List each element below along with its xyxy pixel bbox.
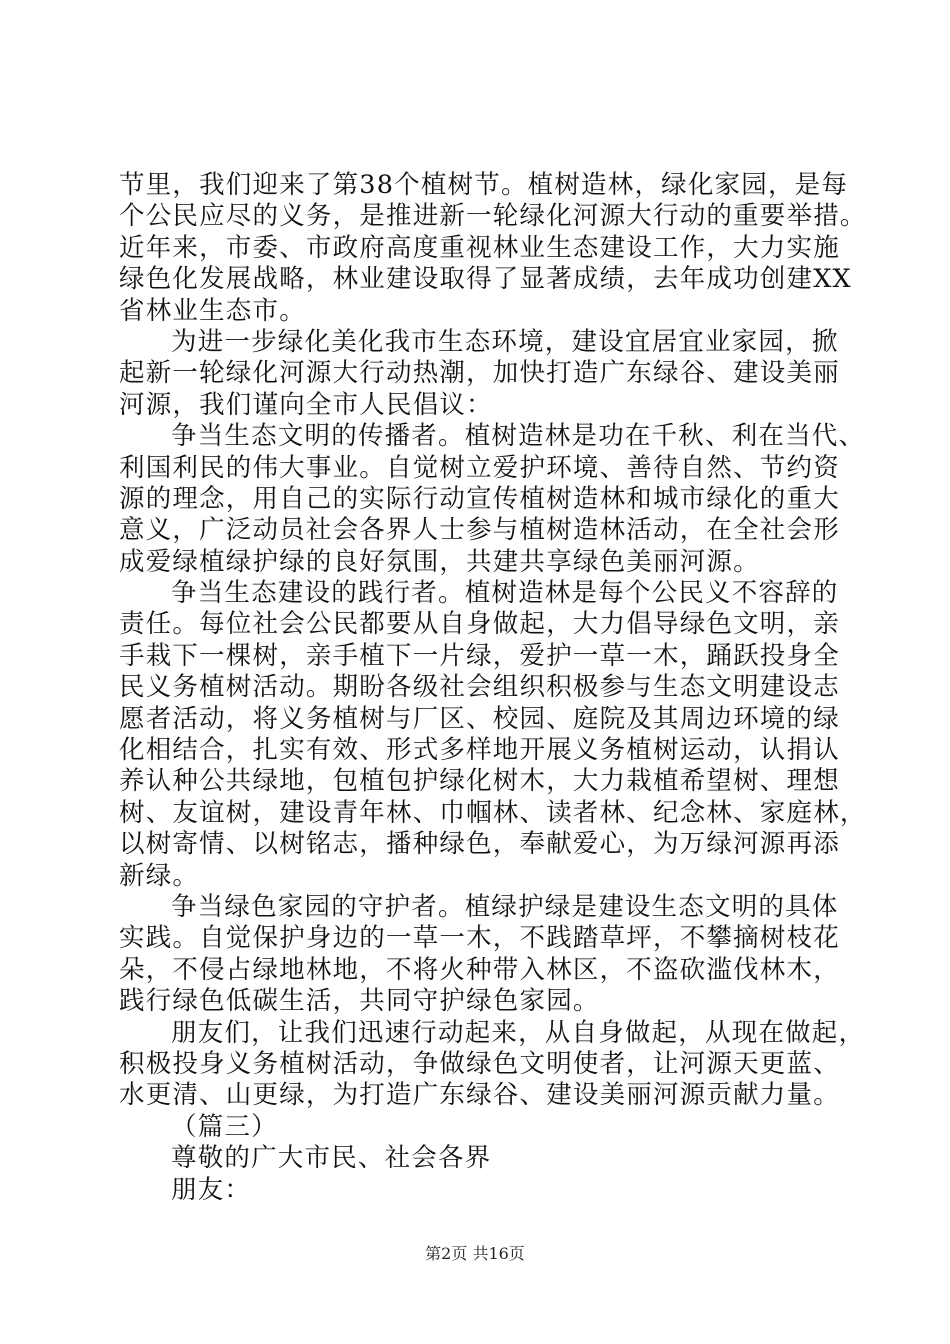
text-line: 为进一步绿化美化我市生态环境，建设宜居宜业家园，掀 xyxy=(171,326,839,357)
text-line: 愿者活动，将义务植树与厂区、校园、庭院及其周边环境的绿 xyxy=(119,703,840,734)
text-line: 利国利民的伟大事业。自觉树立爱护环境、善待自然、节约资 xyxy=(119,452,840,483)
text-line: 以树寄情、以树铭志，播种绿色，奉献爱心，为万绿河源再添 xyxy=(119,829,840,860)
text-line: 河源，我们谨向全市人民倡议： xyxy=(119,389,493,420)
text-line: 争当生态文明的传播者。植树造林是功在千秋、利在当代、 xyxy=(171,421,866,452)
text-line: 实践。自觉保护身边的一草一木，不践踏草坪，不攀摘树枝花 xyxy=(119,923,840,954)
text-line: 新绿。 xyxy=(119,860,200,891)
text-line: 手栽下一棵树，亲手植下一片绿，爱护一草一木，踊跃投身全 xyxy=(119,640,840,671)
text-line: 化相结合，扎实有效、形式多样地开展义务植树运动，认捐认 xyxy=(119,735,840,766)
text-line: 积极投身义务植树活动，争做绿色文明使者，让河源天更蓝、 xyxy=(119,1048,840,1079)
text-line: 朵，不侵占绿地林地，不将火种带入林区，不盗砍滥伐林木， xyxy=(119,954,840,985)
text-line: 责任。每位社会公民都要从自身做起，大力倡导绿色文明，亲 xyxy=(119,609,840,640)
text-line: 养认种公共绿地，包植包护绿化树木，大力栽植希望树、理想 xyxy=(119,766,840,797)
text-line: （篇三） xyxy=(171,1111,278,1142)
text-line: 树、友谊树，建设青年林、巾帼林、读者林、纪念林、家庭林， xyxy=(119,797,867,828)
text-line: 尊敬的广大市民、社会各界 xyxy=(171,1143,492,1174)
text-line: 源的理念，用自己的实际行动宣传植树造林和城市绿化的重大 xyxy=(119,483,840,514)
text-line: 践行绿色低碳生活，共同守护绿色家园。 xyxy=(119,986,600,1017)
text-line: 争当生态建设的践行者。植树造林是每个公民义不容辞的 xyxy=(171,578,839,609)
text-line: 近年来，市委、市政府高度重视林业生态建设工作，大力实施 xyxy=(119,232,840,263)
text-line: 朋友们，让我们迅速行动起来，从自身做起，从现在做起， xyxy=(171,1017,866,1048)
text-line: 水更清、山更绿，为打造广东绿谷、建设美丽河源贡献力量。 xyxy=(119,1080,840,1111)
text-line: 朋友： xyxy=(171,1174,252,1205)
text-line: 意义，广泛动员社会各界人士参与植树造林活动，在全社会形 xyxy=(119,515,840,546)
text-line: 绿色化发展战略，林业建设取得了显著成绩，去年成功创建XX xyxy=(119,264,852,295)
text-line: 争当绿色家园的守护者。植绿护绿是建设生态文明的具体 xyxy=(171,891,839,922)
document-body xyxy=(119,170,867,1206)
text-line: 成爱绿植绿护绿的良好氛围，共建共享绿色美丽河源。 xyxy=(119,546,760,577)
text-line: 民义务植树活动。期盼各级社会组织积极参与生态文明建设志 xyxy=(119,672,840,703)
text-line: 个公民应尽的义务，是推进新一轮绿化河源大行动的重要举措。 xyxy=(119,201,867,232)
page-footer: 第2页 共16页 xyxy=(425,1244,525,1263)
text-line: 省林业生态市。 xyxy=(119,295,306,326)
text-line: 起新一轮绿化河源大行动热潮，加快打造广东绿谷、建设美丽 xyxy=(119,358,840,389)
text-line: 节里，我们迎来了第38个植树节。植树造林，绿化家园，是每 xyxy=(119,170,849,200)
